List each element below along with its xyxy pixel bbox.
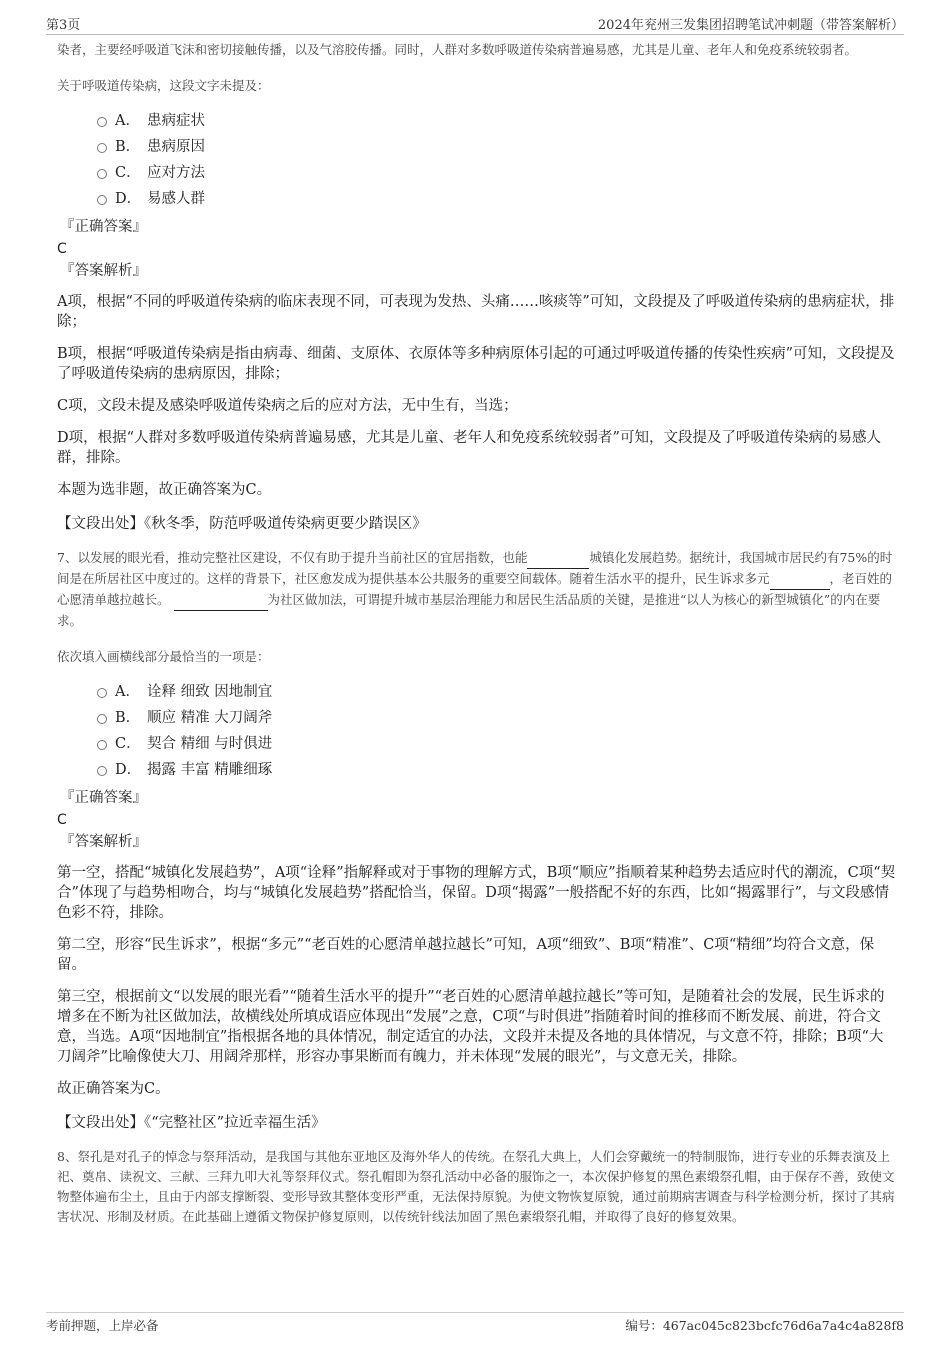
option-letter: B． (115, 139, 141, 155)
blank-1 (527, 548, 589, 569)
q6-analysis-c: C项，文段未提及感染呼吸道传染病之后的应对方法，无中生有，当选； (57, 398, 518, 414)
q6-options (57, 108, 897, 212)
radio-icon[interactable] (97, 740, 107, 750)
q7-option-c[interactable] (57, 731, 897, 757)
radio-icon[interactable] (97, 688, 107, 698)
radio-icon[interactable] (97, 766, 107, 776)
q7-answer-label: 『正确答案』 (60, 790, 147, 806)
q7-stem-part1: 7、以发展的眼光看，推动完整社区建设，不仅有助于提升当前社区的宜居指数，也能 (57, 550, 528, 565)
q7-stem-part3: ，老百姓的心愿清单越拉越长。 (57, 571, 893, 607)
q7-option-b[interactable] (57, 705, 897, 731)
radio-icon[interactable] (97, 143, 107, 153)
q6-analysis-d: D项，根据“人群对多数呼吸道传染病普遍易感，尤其是儿童、老年人和免疫系统较弱者”可知，文段提及了呼吸道传染病的易感人群，排除。 (57, 430, 881, 466)
q6-answer-label: 『正确答案』 (60, 219, 147, 235)
option-letter: C． (115, 736, 141, 752)
option-letter: A． (115, 113, 140, 129)
option-text: 患病症状 (147, 113, 205, 129)
blank-3 (174, 590, 268, 611)
q6-prompt: 关于呼吸道传染病，这段文字未提及： (57, 78, 270, 93)
page-footer (46, 1312, 904, 1337)
option-text: 应对方法 (147, 165, 205, 181)
q7-analysis-blank1: 第一空，搭配“城镇化发展趋势”，A项“诠释”指解释或对于事物的理解方式，B项“顺应”指顺着某种趋势去适应时代的潮流，C项“契合”体现了与趋势相吻合，均与“城镇化发展趋势”搭配恰当，保留。D项“揭露”一般搭配不好的东西，比如“揭露罪行”，与文段感情色彩不符，排除。 (57, 865, 896, 921)
radio-icon[interactable] (97, 169, 107, 179)
footer-doc-id: 编号：467ac045c823bcfc76d6a7a4c4a828f8 (625, 1318, 904, 1333)
q7-option-a[interactable] (57, 679, 897, 705)
q6-option-c[interactable] (57, 160, 897, 186)
q6-source: 【文段出处】《秋冬季，防范呼吸道传染病更要少踏误区》 (57, 516, 427, 532)
radio-icon[interactable] (97, 117, 107, 127)
q7-option-d[interactable] (57, 757, 897, 783)
q6-answer: C (57, 241, 67, 257)
q7-stem-part4: 为社区做加法，可谓提升城市基层治理能力和居民生活品质的关键，是推进“以人为核心的新型城镇化”的内在要求。 (57, 592, 881, 628)
option-letter: B． (115, 710, 141, 726)
option-text: 患病原因 (147, 139, 205, 155)
option-text: 诠释 细致 因地制宜 (147, 684, 273, 700)
option-letter: D． (115, 762, 142, 778)
option-letter: C． (115, 165, 141, 181)
q6-analysis-a: A项，根据“不同的呼吸道传染病的临床表现不同，可表现为发热、头痛……咳痰等”可知，文段提及了呼吸道传染病的患病症状，排除； (57, 294, 895, 330)
page-number: 第3页 (46, 18, 81, 33)
q6-option-d[interactable] (57, 186, 897, 212)
footer-slogan: 考前押题，上岸必备 (46, 1318, 159, 1333)
page-header (46, 12, 904, 35)
q6-option-a[interactable] (57, 108, 897, 134)
q6-analysis-b: B项，根据“呼吸道传染病是指由病毒、细菌、支原体、衣原体等多种病原体引起的可通过呼吸道传播的传染性疾病”可知，文段提及了呼吸道传染病的患病原因，排除； (57, 346, 895, 382)
radio-icon[interactable] (97, 714, 107, 724)
q7-stem (57, 548, 897, 631)
main-content (57, 40, 897, 1227)
radio-icon[interactable] (97, 195, 107, 205)
q7-prompt: 依次填入画横线部分最恰当的一项是： (57, 649, 270, 664)
q7-analysis-blank2: 第二空，形容“民生诉求”，根据“多元”“老百姓的心愿清单越拉越长”可知，A项“细致”、B项“精准”、C项“精细”均符合文意，保留。 (57, 937, 875, 973)
option-text: 契合 精细 与时俱进 (147, 736, 273, 752)
q6-option-b[interactable] (57, 134, 897, 160)
q7-conclusion: 故正确答案为C。 (57, 1081, 170, 1097)
option-letter: A． (115, 684, 140, 700)
q7-options (57, 679, 897, 783)
q7-stem-part2: 城镇化发展趋势。据统计，我国城市居民约有75%的时间是在所居社区中度过的。这样的背景下，社区愈发成为提供基本公共服务的重要空间载体。随着生活水平的提升，民生诉求多元 (57, 550, 893, 586)
q7-source: 【文段出处】《“完整社区”拉近幸福生活》 (57, 1115, 326, 1131)
q6-conclusion: 本题为选非题，故正确答案为C。 (57, 482, 272, 498)
option-text: 揭露 丰富 精雕细琢 (147, 762, 273, 778)
option-text: 易感人群 (147, 191, 205, 207)
q7-answer: C (57, 812, 67, 828)
blank-2 (770, 569, 830, 590)
q7-analysis-blank3: 第三空，根据前文“以发展的眼光看”“随着生活水平的提升”“老百姓的心愿清单越拉越长”等可知，是随着社会的发展，民生诉求的增多在不断为社区做加法，故横线处所填成语应体现出“发展”之意，C项“与时俱进”指随着时间的推移而不断发展、前进，符合文意，当选。A项“因地制宜”指根据各地的具体情况，制定适宜的办法，文段并未提及各地的具体情况，与文意不符，排除；B项“大刀阔斧”比喻像使大刀、用阔斧那样，形容办事果断而有魄力，并未体现“发展的眼光”，与文意无关，排除。 (57, 989, 885, 1065)
q7-analysis-label: 『答案解析』 (60, 834, 147, 850)
q6-analysis-label: 『答案解析』 (60, 263, 147, 279)
q8-stem: 8、祭孔是对孔子的悼念与祭拜活动，是我国与其他东亚地区及海外华人的传统。在祭孔大典上，人们会穿戴统一的特制服饰，进行专业的乐舞表演及上祀、奠帛、读祝文、三献、三拜九叩大礼等祭拜仪式。祭孔帽即为祭孔活动中必备的服饰之一，本次保护修复的黑色素缎祭孔帽，由于保存不善，致使文物整体遍布尘土，且由于内部支撑断裂、变形导致其整体变形严重，无法保持原貌。为使文物恢复原貌，通过前期病害调查与科学检测分析，探讨了其病害状况、形制及材质。在此基础上遵循文物保护修复原则，以传统针线法加固了黑色素缎祭孔帽，并取得了良好的修复效果。 (57, 1149, 895, 1224)
option-letter: D． (115, 191, 142, 207)
q6-passage-tail: 染者，主要经呼吸道飞沫和密切接触传播，以及气溶胶传播。同时，人群对多数呼吸道传染病普遍易感，尤其是儿童、老年人和免疫系统较弱者。 (57, 42, 858, 57)
document-title: 2024年兖州三发集团招聘笔试冲刺题（带答案解析） (597, 18, 904, 33)
option-text: 顺应 精准 大刀阔斧 (147, 710, 273, 726)
